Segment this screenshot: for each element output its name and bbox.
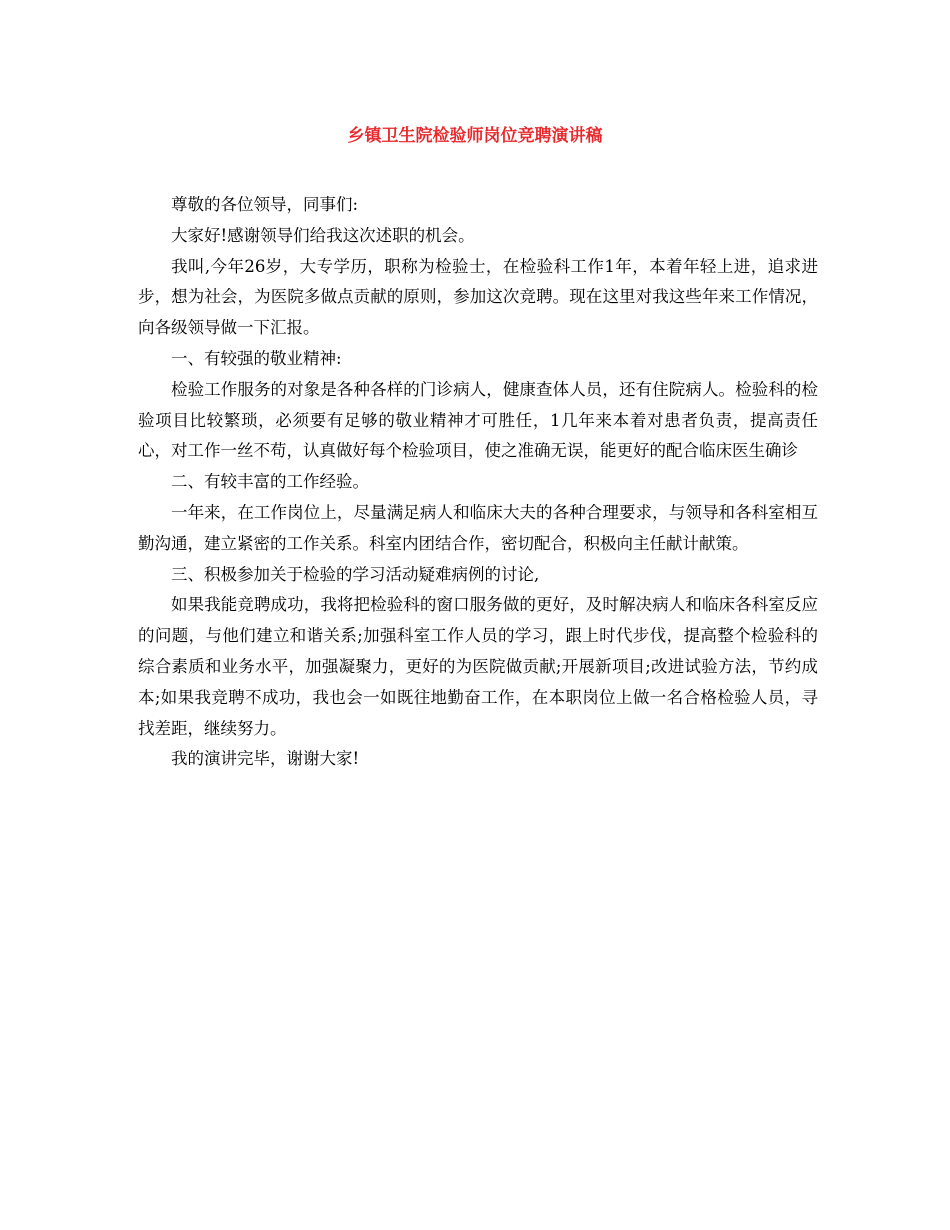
section-body-3: 如果我能竞聘成功，我将把检验科的窗口服务做的更好，及时解决病人和临床各科室反应的问题，与他们建立和谐关系;加强科室工作人员的学习，跟上时代步伐，提高整个检验科的综合素质和业务水平，加强凝聚力，更好的为医院做贡献;开展新项目;改进试验方法，节约成本;如果我竞聘不成功，我也会一如既往地勤奋工作，在本职岗位上做一名合格检验人员，寻找差距，继续努力。 bbox=[138, 595, 818, 738]
self-introduction: 我叫,今年26岁，大专学历，职称为检验士，在检验科工作1年，本着年轻上进，追求进步，想为社会，为医院多做点贡献的原则，参加这次竞聘。现在这里对我这些年来工作情况，向各级领导做一下汇报。 bbox=[138, 256, 818, 338]
greeting: 大家好!感谢领导们给我这次述职的机会。 bbox=[171, 225, 475, 245]
section-heading-2: 二、有较丰富的工作经验。 bbox=[171, 472, 369, 492]
document-title: 乡镇卫生院检验师岗位竞聘演讲稿 bbox=[347, 126, 603, 146]
salutation: 尊敬的各位领导，同事们: bbox=[171, 195, 359, 214]
closing: 我的演讲完毕，谢谢大家! bbox=[171, 749, 360, 769]
document-body bbox=[138, 190, 818, 775]
section-heading-3: 三、积极参加关于检验的学习活动疑难病例的讨论, bbox=[171, 564, 540, 584]
section-body-1: 检验工作服务的对象是各种各样的门诊病人，健康查体人员，还有住院病人。检验科的检验项目比较繁琐，必须要有足够的敬业精神才可胜任，1几年来本着对患者负责，提高责任心，对工作一丝不苟，认真做好每个检验项目，使之准确无误，能更好的配合临床医生确诊 bbox=[138, 379, 818, 461]
section-heading-1: 一、有较强的敬业精神: bbox=[171, 348, 342, 368]
section-body-2: 一年来，在工作岗位上，尽量满足病人和临床大夫的各种合理要求，与领导和各科室相互勤沟通，建立紧密的工作关系。科室内团结合作，密切配合，积极向主任献计献策。 bbox=[138, 502, 818, 553]
